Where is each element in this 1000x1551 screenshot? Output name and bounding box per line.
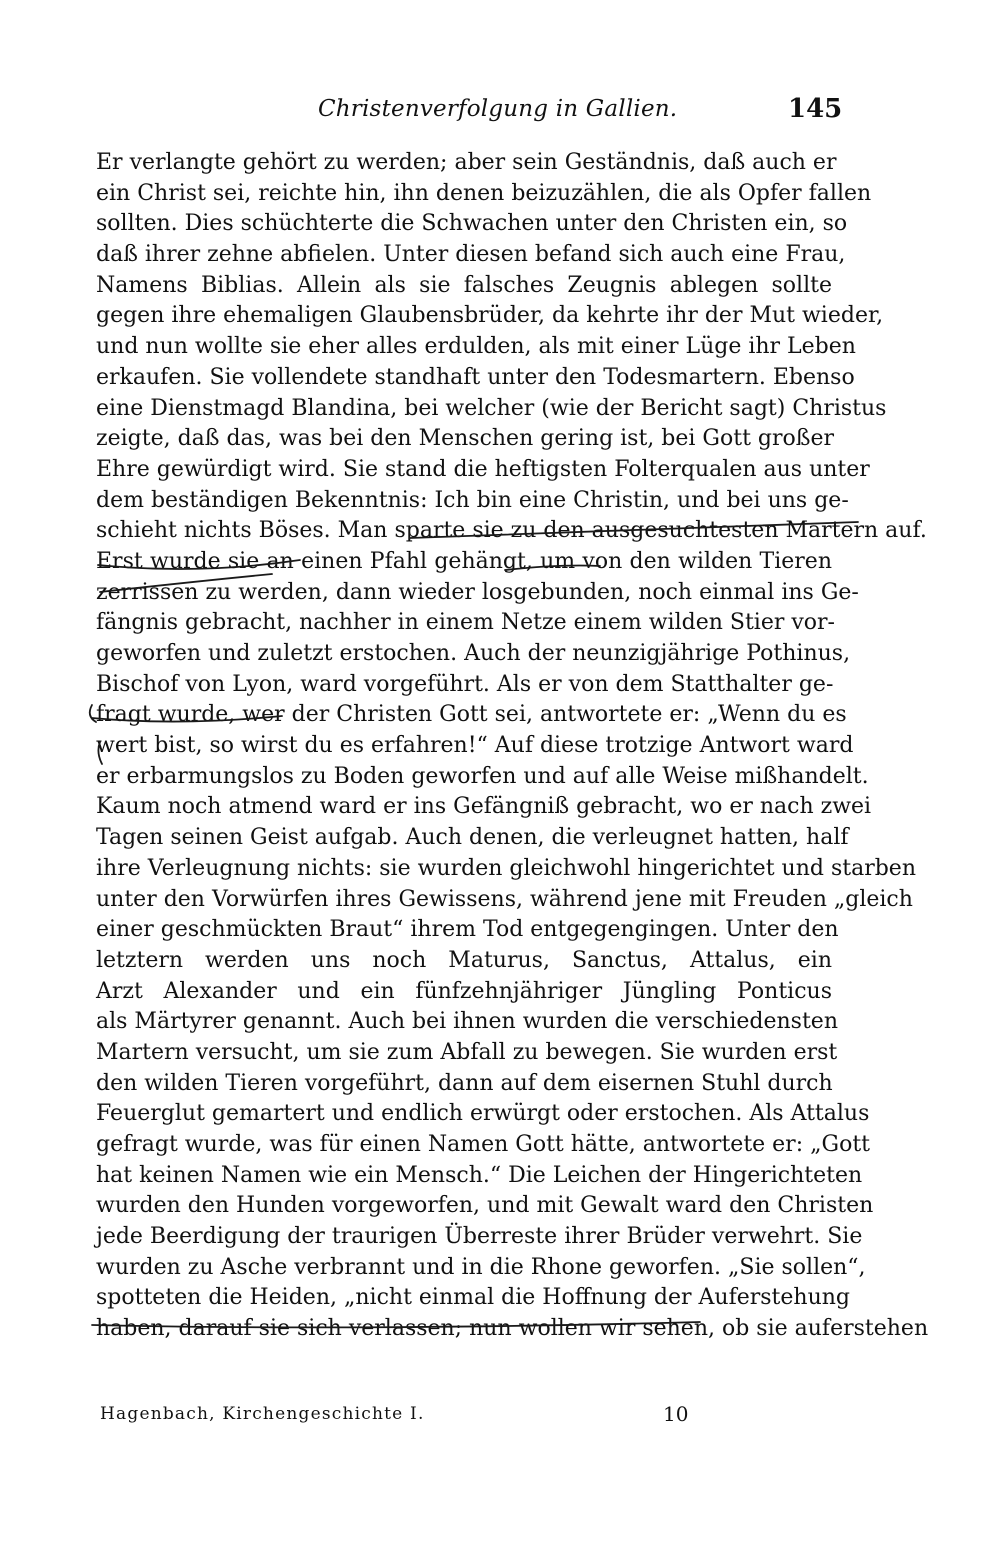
text-line: wert bist, so wirst du es erfahren!“ Auf diese trotzige Antwort ward xyxy=(96,733,854,759)
text-line: gegen ihre ehemaligen Glaubensbrüder, da kehrte ihr der Mut wieder, xyxy=(96,303,884,329)
text-line: Tagen seinen Geist aufgab. Auch denen, die verleugnet hatten, half xyxy=(96,825,849,851)
text-line: erkaufen. Sie vollendete standhaft unter den Todesmartern. Ebenso xyxy=(96,364,855,390)
text-line: Bischof von Lyon, ward vorgeführt. Als er von dem Statthalter ge- xyxy=(96,671,834,697)
text-line: Kaum noch atmend ward er ins Gefängniß gebracht, wo er nach zwei xyxy=(96,794,872,820)
text-line: haben, darauf sie sich verlassen; nun wollen wir sehen, ob sie auferstehen xyxy=(96,1316,929,1342)
text-line: Erst wurde sie an einen Pfahl gehängt, um von den wilden Tieren xyxy=(96,548,832,574)
text-line: daß ihrer zehne abfielen. Unter diesen befand sich auch eine Frau, xyxy=(96,242,846,268)
text-line: Arzt Alexander und ein fünfzehnjähriger Jüngling Ponticus xyxy=(96,978,832,1004)
text-line: und nun wollte sie eher alles erdulden, als mit einer Lüge ihr Leben xyxy=(96,334,856,360)
text-line: geworfen und zuletzt erstochen. Auch der neunzigjährige Pothinus, xyxy=(96,641,851,666)
text-line: fängnis gebracht, nachher in einem Netze einem wilden Stier vor- xyxy=(96,610,835,636)
text-line: unter den Vorwürfen ihres Gewissens, während jene mit Freuden „gleich xyxy=(96,886,913,912)
text-line: zerrissen zu werden, dann wieder losgebunden, noch einmal ins Ge- xyxy=(96,579,859,605)
text-line: jede Beerdigung der traurigen Überreste ihrer Brüder verwehrt. Sie xyxy=(96,1224,863,1250)
running-title: Christenverfolgung in Gallien. xyxy=(318,96,678,122)
text-line: wurden den Hunden vorgeworfen, und mit Gewalt ward den Christen xyxy=(96,1193,874,1219)
text-line: fragt wurde, wer der Christen Gott sei, antwortete er: „Wenn du es xyxy=(96,702,847,728)
text-line: Ehre gewürdigt wird. Sie stand die heftigsten Folterqualen aus unter xyxy=(96,456,870,482)
text-line: eine Dienstmagd Blandina, bei welcher (wie der Bericht sagt) Christus xyxy=(96,395,887,421)
text-line: gefragt wurde, was für einen Namen Gott hätte, antwortete er: „Gott xyxy=(96,1132,871,1157)
page-footer xyxy=(0,1404,1000,1434)
page-number: 145 xyxy=(788,94,843,124)
text-line: wurden zu Asche verbrannt und in die Rhone geworfen. „Sie sollen“, xyxy=(96,1254,866,1280)
signature-mark: 10 xyxy=(663,1402,689,1426)
text-line: schieht nichts Böses. Man sparte sie zu den ausgesuchtesten Martern auf. xyxy=(96,518,927,544)
text-line: hat keinen Namen wie ein Mensch.“ Die Leichen der Hingerichteten xyxy=(96,1162,863,1188)
text-line: zeigte, daß das, was bei den Menschen gering ist, bei Gott großer xyxy=(96,426,834,452)
running-head xyxy=(0,96,1000,132)
text-line: einer geschmückten Braut“ ihrem Tod entgegengingen. Unter den xyxy=(96,917,839,943)
text-line: Martern versucht, um sie zum Abfall zu bewegen. Sie wurden erst xyxy=(96,1039,838,1065)
text-line: spotteten die Heiden, „nicht einmal die Hoffnung der Auferstehung xyxy=(96,1285,850,1311)
text-line: letztern werden uns noch Maturus, Sanctus, Attalus, ein xyxy=(96,947,832,973)
text-line: Namens Biblias. Allein als sie falsches Zeugnis ablegen sollte xyxy=(96,272,832,298)
text-line: ein Christ sei, reichte hin, ihn denen beizuzählen, die als Opfer fallen xyxy=(96,180,872,206)
body-text xyxy=(96,148,929,1345)
text-line: er erbarmungslos zu Boden geworfen und auf alle Weise mißhandelt. xyxy=(96,763,869,789)
text-line: Er verlangte gehört zu werden; aber sein Geständnis, daß auch er xyxy=(96,150,837,175)
text-line: als Märtyrer genannt. Auch bei ihnen wurden die verschiedensten xyxy=(96,1009,838,1035)
text-line: den wilden Tieren vorgeführt, dann auf dem eisernen Stuhl durch xyxy=(96,1070,833,1096)
text-line: Feuerglut gemartert und endlich erwürgt oder erstochen. Als Attalus xyxy=(96,1101,870,1127)
text-line: ihre Verleugnung nichts: sie wurden gleichwohl hingerichtet und starben xyxy=(96,855,916,881)
text-line: sollten. Dies schüchterte die Schwachen unter den Christen ein, so xyxy=(96,211,848,237)
footer-author: Hagenbach, Kirchengeschichte I. xyxy=(100,1404,425,1424)
text-line: dem beständigen Bekenntnis: Ich bin eine Christin, und bei uns ge- xyxy=(96,487,849,513)
